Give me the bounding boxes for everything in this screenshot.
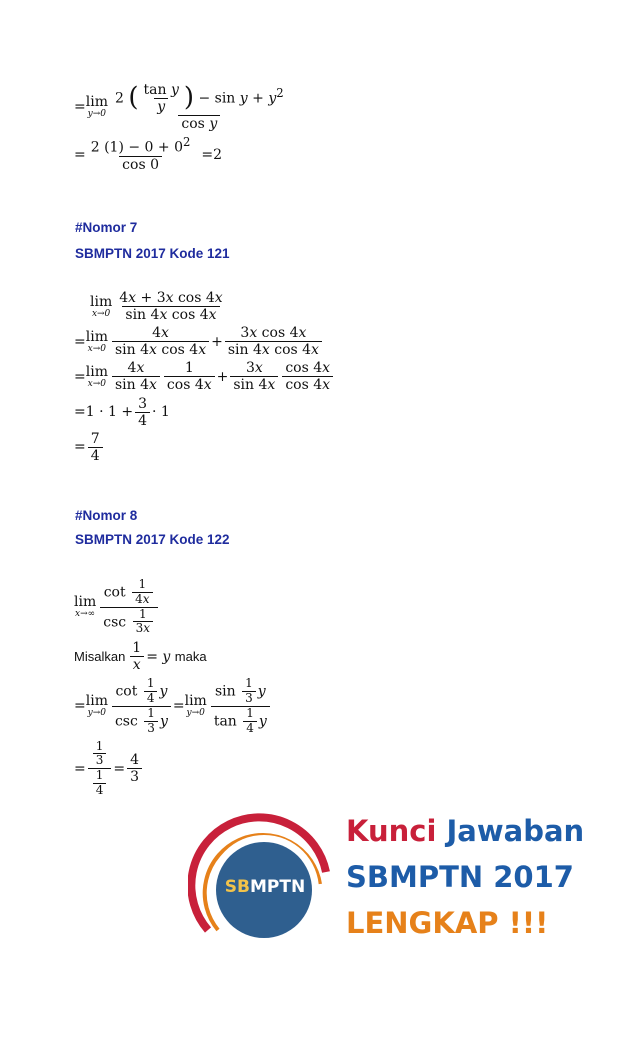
section-subheading-kode121: SBMPTN 2017 Kode 121 <box>75 246 230 261</box>
section-subheading-kode122: SBMPTN 2017 Kode 122 <box>75 532 230 547</box>
math-block-nomor8: lim x→∞ cot $\frac{1}{4x}$ csc $\frac{1}{3x}$ Misalkan $\frac{1}{x}$ = y maka = lim y→0 cot $\frac{1}{4}$ y csc $\frac{1}{3}$ y = lim y→0 sin $\frac{1}{3}$ y tan $\frac{1}{4}$ y = $\frac{\frac{1}{3}}{\frac{1}{4}}$ = $\frac{4}{3}$ <box>74 578 272 798</box>
banner-line-2: SBMPTN 2017 <box>346 860 574 894</box>
banner-line-1 <box>346 814 584 848</box>
logo-text-mptn: MPTN <box>250 877 306 897</box>
maka-label: maka <box>174 649 207 665</box>
math-block-nomor7: lim x→0 $\frac{\text{4x + 3x cos 4x}}{\text{sin 4x cos 4x}}$ = lim x→0 $\frac{4x}{\text{sin 4x cos 4x}}$ + $\frac{\text{3x cos 4x}}{\text{sin 4x cos 4x}}$ = lim x→0 $\frac{4x}{\sin 4x}$ $\frac{1}{\cos 4x}$ + $\frac{3x}{\sin 4x}$ $\frac{\cos 4x}{\cos 4x}$ =1 · 1 + $\frac{3}{4}$ · 1 = $\frac{7}{4}$ <box>74 290 335 464</box>
misalkan-label: Misalkan <box>74 649 126 665</box>
banner-word-jawaban: Jawaban <box>446 814 585 848</box>
section-heading-nomor8: #Nomor 8 <box>75 508 138 523</box>
banner-line-3: LENGKAP !!! <box>346 906 549 940</box>
logo-text-sb: SB <box>224 877 250 897</box>
math-block-previous: = lim y→0 2 ( $\frac{\text{tan y}}{y}$ ) − $\sin y + y^2$ cos y = $\frac{2 (1) - 0 + 0^2}{\cos 0}$ =2 <box>74 82 284 174</box>
banner-word-kunci: Kunci <box>346 814 437 848</box>
section-heading-nomor7: #Nomor 7 <box>75 220 138 235</box>
logo-text <box>218 877 312 897</box>
sbmptn-logo <box>188 812 338 962</box>
